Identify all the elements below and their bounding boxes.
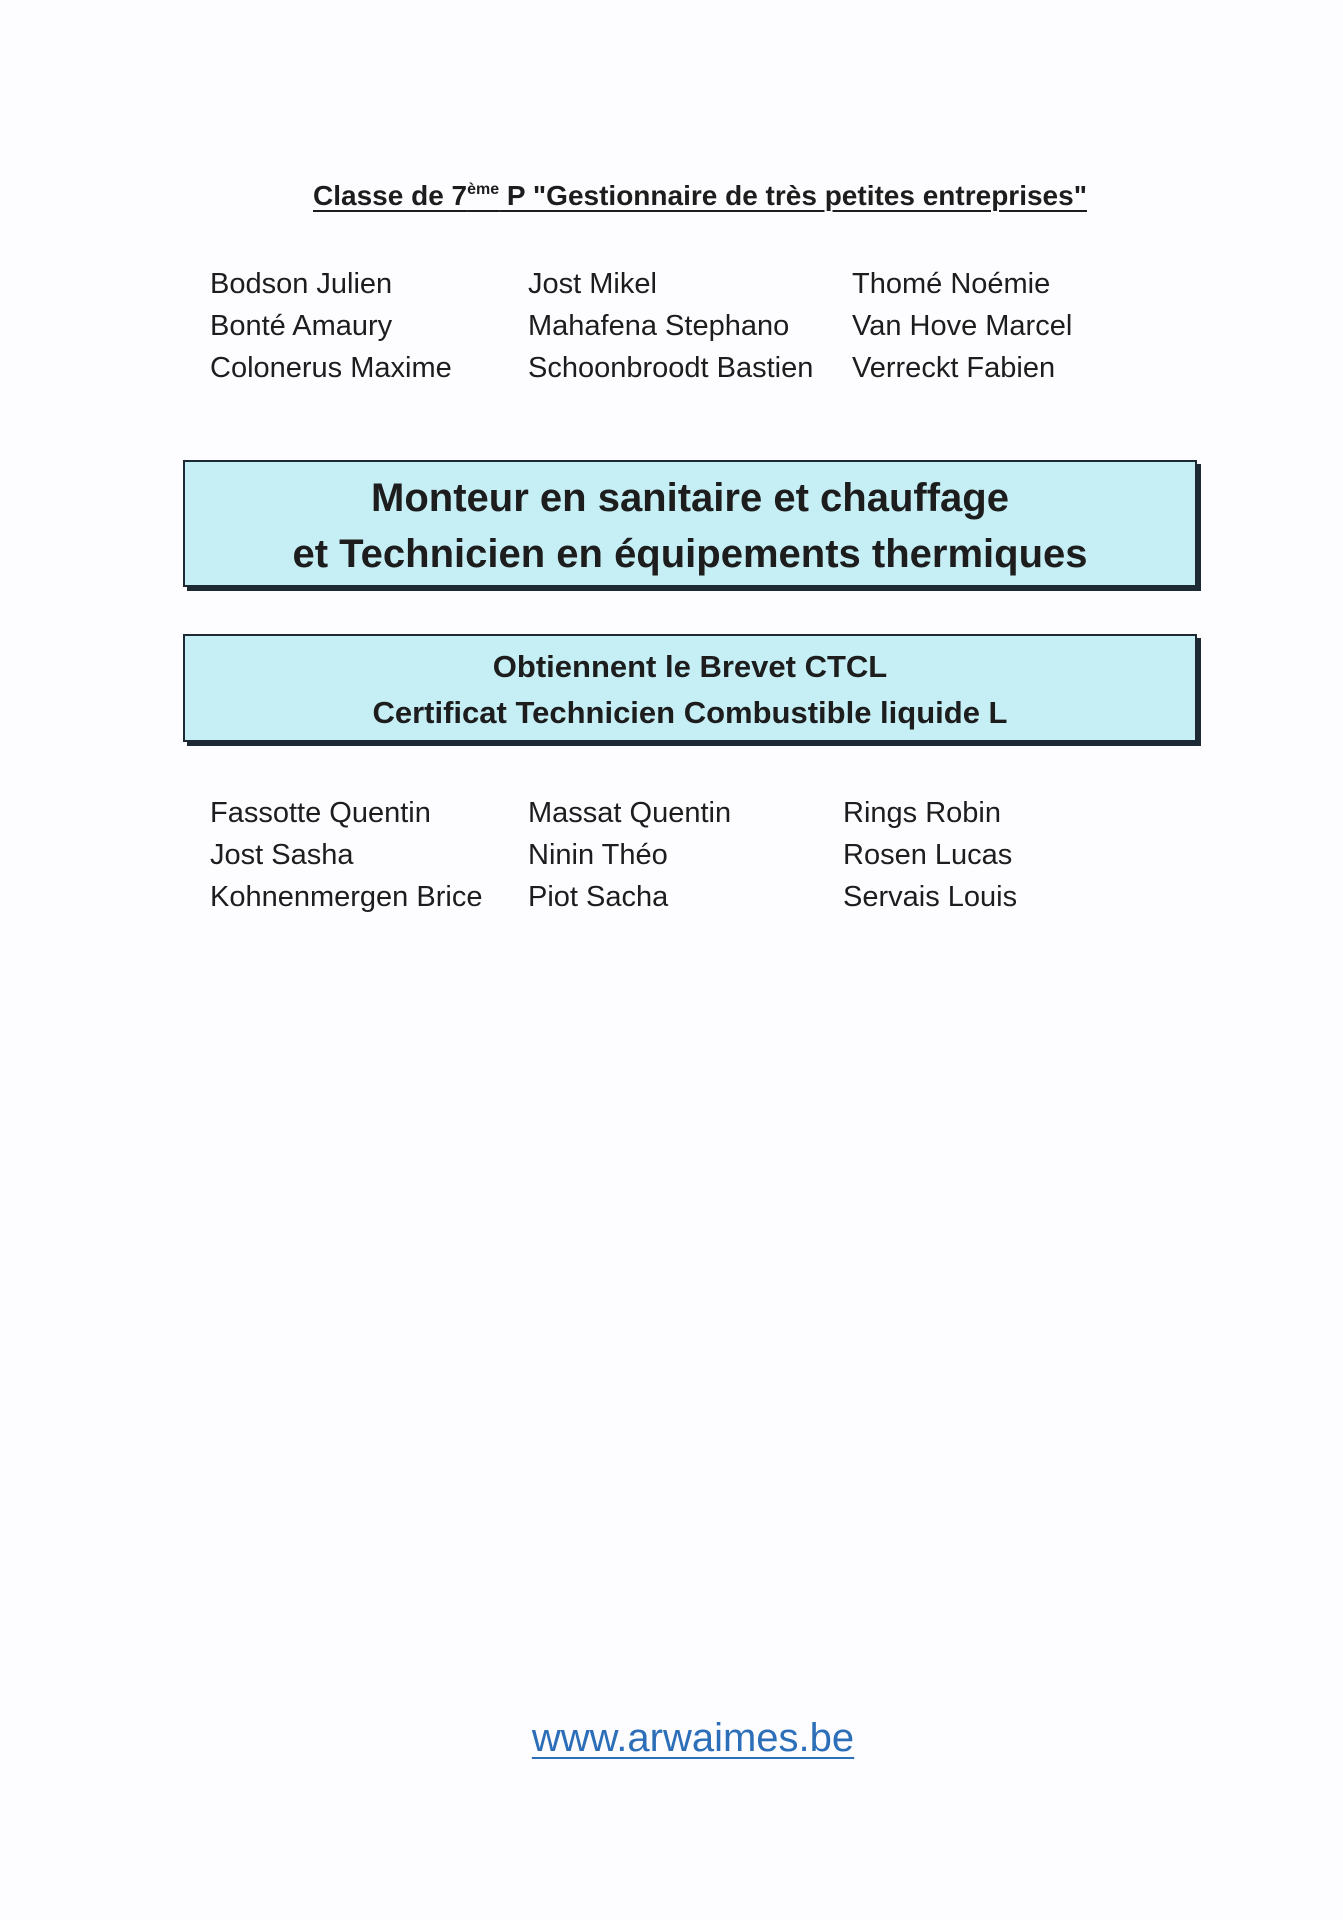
student-name: Massat Quentin xyxy=(528,797,732,829)
certified-student-column-2 xyxy=(528,792,731,918)
student-name: Mahafena Stephano xyxy=(528,310,790,342)
class-student-column-1 xyxy=(210,263,452,389)
certificate-line-1: Obtiennent le Brevet CTCL xyxy=(492,649,888,684)
student-name: Schoonbroodt Bastien xyxy=(528,352,814,384)
student-name: Fassotte Quentin xyxy=(210,797,431,829)
certificate-line-2: Certificat Technicien Combustible liquide L xyxy=(372,695,1008,730)
student-name: Kohnenmergen Brice xyxy=(210,881,483,913)
class-student-column-3 xyxy=(852,263,1072,389)
student-name: Jost Sasha xyxy=(210,839,354,871)
student-name: Ninin Théo xyxy=(528,839,668,871)
student-name: Rosen Lucas xyxy=(843,839,1013,871)
student-name: Piot Sacha xyxy=(528,881,669,913)
trade-title-line-2: et Technicien en équipements thermiques xyxy=(292,532,1088,576)
website-link[interactable]: www.arwaimes.be xyxy=(531,1716,855,1760)
student-name: Rings Robin xyxy=(843,797,1001,829)
trade-title-line-1: Monteur en sanitaire et chauffage xyxy=(371,476,1009,520)
student-name: Thomé Noémie xyxy=(852,268,1051,300)
class-heading-superscript: ème xyxy=(467,181,500,198)
student-name: Colonerus Maxime xyxy=(210,352,452,384)
student-name: Bonté Amaury xyxy=(210,310,393,342)
student-name: Verreckt Fabien xyxy=(852,352,1056,384)
trade-title-box xyxy=(183,460,1197,587)
student-name: Servais Louis xyxy=(843,881,1018,913)
class-heading-suffix: P "Gestionnaire de très petites entreprises" xyxy=(499,180,1087,211)
student-name: Bodson Julien xyxy=(210,268,393,300)
class-heading-prefix: Classe de 7 xyxy=(313,180,468,211)
student-name: Van Hove Marcel xyxy=(852,310,1073,342)
class-heading xyxy=(0,180,1343,212)
class-student-column-2 xyxy=(528,263,813,389)
certified-student-column-1 xyxy=(210,792,482,918)
student-name: Jost Mikel xyxy=(528,268,657,300)
certified-student-column-3 xyxy=(843,792,1017,918)
certificate-box xyxy=(183,634,1197,742)
